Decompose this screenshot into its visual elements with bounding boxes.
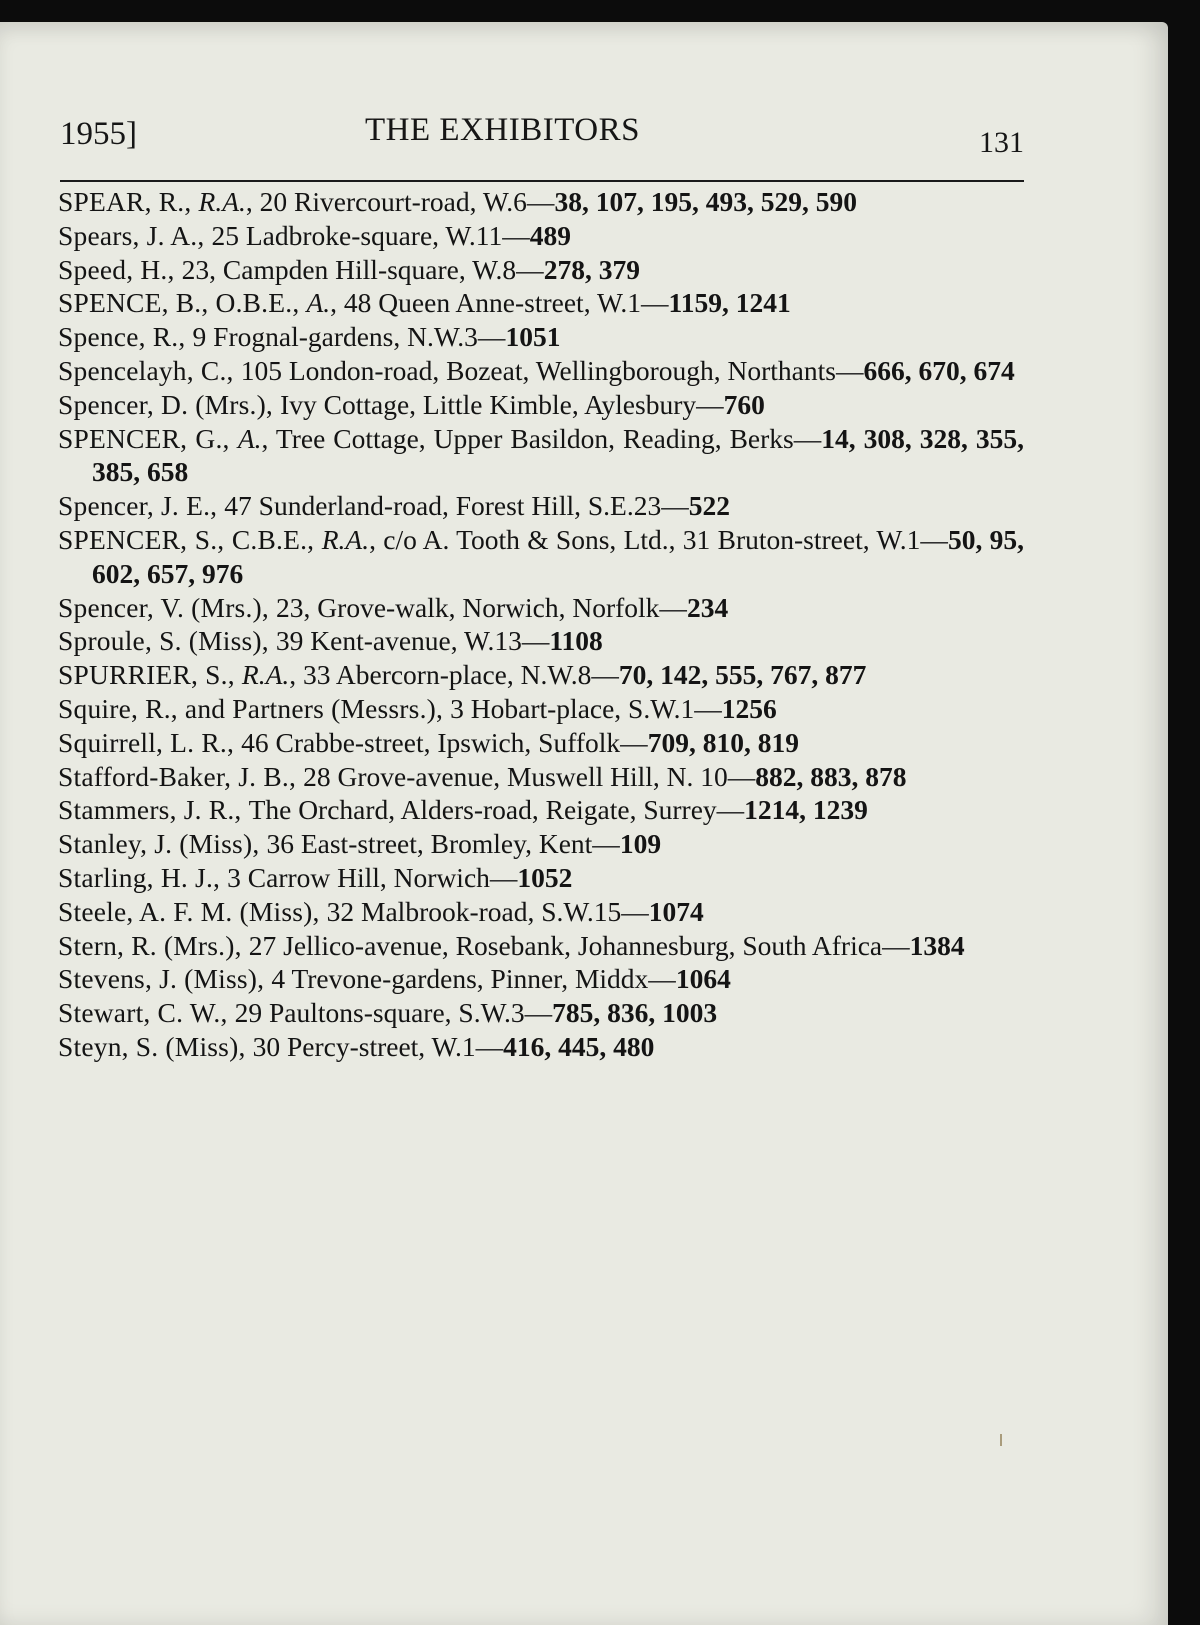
- exhibitor-name: SPENCER, S., C.B.E.,: [58, 523, 322, 555]
- exhibitor-address: 105 London-road, Bozeat, Wellingborough, Northants—: [240, 354, 864, 386]
- exhibitor-address: 47 Sunderland-road, Forest Hill, S.E.23—: [224, 490, 689, 522]
- exhibitor-name: Steele, A. F. M. (Miss),: [58, 895, 327, 927]
- catalogue-numbers: 70, 142, 555, 767, 877: [618, 659, 867, 691]
- exhibitor-name: Squire, R., and Partners (Messrs.),: [58, 692, 451, 724]
- exhibitor-name: Spencer, J. E.,: [58, 490, 225, 522]
- page-number: 131: [979, 126, 1024, 159]
- exhibitor-address: , c/o A. Tooth & Sons, Ltd., 31 Bruton-street, W.1—: [369, 523, 948, 555]
- catalogue-numbers: 1064: [675, 963, 731, 995]
- catalogue-numbers: 109: [619, 828, 662, 860]
- exhibitor-entry: [58, 827, 1024, 861]
- exhibitor-entry: [58, 726, 1024, 760]
- exhibitor-address: 25 Ladbroke-square, W.11—: [211, 219, 530, 251]
- catalogue-numbers: 1384: [909, 929, 965, 961]
- exhibitor-entry: [58, 861, 1024, 895]
- catalogue-numbers: 1074: [648, 895, 704, 927]
- catalogue-numbers: 1051: [505, 321, 561, 353]
- exhibitor-name: Stammers, J. R.,: [58, 794, 249, 826]
- exhibitor-entry: [58, 320, 1024, 354]
- exhibitor-address: 46 Crabbe-street, Ipswich, Suffolk—: [241, 726, 648, 758]
- exhibitor-honor: R.A.: [321, 523, 370, 555]
- exhibitor-entry: [58, 489, 1024, 523]
- exhibitor-address: 3 Hobart-place, S.W.1—: [450, 692, 722, 724]
- exhibitor-name: Spencelayh, C.,: [58, 354, 241, 386]
- exhibitor-name: SPURRIER, S.,: [58, 659, 242, 691]
- exhibitor-name: Spence, R.,: [58, 321, 193, 353]
- running-head-year: 1955]: [60, 116, 137, 152]
- exhibitor-entry: [58, 996, 1024, 1030]
- catalogue-numbers: 1256: [721, 692, 777, 724]
- exhibitor-address: 36 East-street, Bromley, Kent—: [266, 828, 620, 860]
- exhibitor-name: Speed, H.,: [58, 253, 182, 285]
- exhibitor-address: 23, Campden Hill-square, W.8—: [181, 253, 544, 285]
- exhibitor-name: Stevens, J. (Miss),: [58, 963, 272, 995]
- exhibitor-name: Spencer, V. (Mrs.),: [58, 591, 277, 623]
- exhibitor-address: 27 Jellico-avenue, Rosebank, Johannesburg, South Africa—: [248, 929, 910, 961]
- exhibitor-address: 32 Malbrook-road, S.W.15—: [326, 895, 649, 927]
- exhibitor-name: Starling, H. J.,: [58, 861, 228, 893]
- catalogue-numbers: 14, 308, 328, 355, 385, 658: [92, 422, 1024, 488]
- catalogue-numbers: 709, 810, 819: [647, 726, 799, 758]
- exhibitor-address: , 33 Abercorn-place, N.W.8—: [289, 659, 619, 691]
- exhibitor-entry: [58, 929, 1024, 963]
- exhibitor-name: SPENCE, B., O.B.E.,: [58, 287, 307, 319]
- exhibitor-address: 39 Kent-avenue, W.13—: [275, 625, 550, 657]
- exhibitor-entry: [58, 219, 1024, 253]
- catalogue-numbers: 38, 107, 195, 493, 529, 590: [554, 186, 857, 217]
- exhibitor-name: Stafford-Baker, J. B.,: [58, 760, 304, 792]
- header-rule: [60, 180, 1024, 182]
- exhibitor-entry: [58, 1030, 1024, 1064]
- exhibitor-entry: [58, 523, 1024, 591]
- exhibitor-entry: [58, 286, 1024, 320]
- book-page: [0, 22, 1168, 1625]
- exhibitor-name: Steyn, S. (Miss),: [58, 1030, 253, 1062]
- exhibitor-entry: [58, 793, 1024, 827]
- exhibitor-address: 3 Carrow Hill, Norwich—: [227, 861, 518, 893]
- exhibitor-honor: A.: [306, 287, 331, 319]
- exhibitor-address: The Orchard, Alders-road, Reigate, Surrey—: [248, 794, 745, 826]
- catalogue-numbers: 1052: [517, 861, 573, 893]
- catalogue-numbers: 1108: [549, 625, 603, 657]
- running-header: [60, 94, 1024, 180]
- catalogue-numbers: 785, 836, 1003: [552, 997, 718, 1029]
- exhibitor-name: SPENCER, G.,: [58, 422, 238, 454]
- exhibitor-name: Spencer, D. (Mrs.),: [58, 388, 281, 420]
- catalogue-numbers: 50, 95, 602, 657, 976: [92, 523, 1024, 589]
- catalogue-numbers: 522: [688, 490, 730, 522]
- paper-blemish: [1000, 1434, 1002, 1446]
- exhibitor-name: Stanley, J. (Miss),: [58, 828, 267, 860]
- exhibitor-name: Spears, J. A.,: [58, 219, 212, 251]
- exhibitor-address: 28 Grove-avenue, Muswell Hill, N. 10—: [303, 760, 756, 792]
- exhibitor-address: 23, Grove-walk, Norwich, Norfolk—: [276, 591, 687, 623]
- exhibitor-honor: R.A.: [198, 186, 246, 217]
- page-title: THE EXHIBITORS: [365, 112, 640, 148]
- exhibitor-entry: [58, 658, 1024, 692]
- catalogue-numbers: 234: [686, 591, 729, 623]
- exhibitor-name: Sproule, S. (Miss),: [58, 625, 276, 657]
- exhibitor-entry: [58, 388, 1024, 422]
- catalogue-numbers: 416, 445, 480: [503, 1030, 655, 1062]
- exhibitor-entry: [58, 591, 1024, 625]
- exhibitor-address: 4 Trevone-gardens, Pinner, Middx—: [271, 963, 676, 995]
- exhibitor-entry: [58, 354, 1024, 388]
- exhibitor-entry: [58, 962, 1024, 996]
- catalogue-numbers: 760: [723, 388, 765, 420]
- exhibitor-address: 9 Frognal-gardens, N.W.3—: [192, 321, 506, 353]
- exhibitor-entry: [58, 895, 1024, 929]
- exhibitor-list: [58, 185, 1024, 1064]
- exhibitor-address: 29 Paultons-square, S.W.3—: [234, 997, 553, 1029]
- catalogue-numbers: 489: [529, 219, 571, 251]
- exhibitor-address: 30 Percy-street, W.1—: [252, 1030, 504, 1062]
- exhibitor-honor: A.: [237, 422, 262, 454]
- exhibitor-address: , Tree Cottage, Upper Basildon, Reading, Berks—: [261, 422, 822, 454]
- exhibitor-entry: [58, 760, 1024, 794]
- catalogue-numbers: 1159, 1241: [668, 287, 791, 319]
- exhibitor-entry: [58, 185, 1024, 219]
- exhibitor-entry: [58, 692, 1024, 726]
- exhibitor-name: Stewart, C. W.,: [58, 997, 235, 1029]
- catalogue-numbers: 666, 670, 674: [863, 354, 1015, 386]
- exhibitor-name: SPEAR, R.,: [58, 186, 199, 217]
- exhibitor-honor: R.A.: [241, 659, 290, 691]
- catalogue-numbers: 882, 883, 878: [755, 760, 907, 792]
- exhibitor-entry: [58, 253, 1024, 287]
- exhibitor-address: , 20 Rivercourt-road, W.6—: [245, 186, 555, 217]
- catalogue-numbers: 278, 379: [543, 253, 640, 285]
- catalogue-numbers: 1214, 1239: [744, 794, 868, 826]
- exhibitor-address: Ivy Cottage, Little Kimble, Aylesbury—: [280, 388, 724, 420]
- exhibitor-address: , 48 Queen Anne-street, W.1—: [330, 287, 669, 319]
- exhibitor-entry: [58, 422, 1024, 490]
- exhibitor-entry: [58, 624, 1024, 658]
- exhibitor-name: Stern, R. (Mrs.),: [58, 929, 249, 961]
- exhibitor-name: Squirrell, L. R.,: [58, 726, 242, 758]
